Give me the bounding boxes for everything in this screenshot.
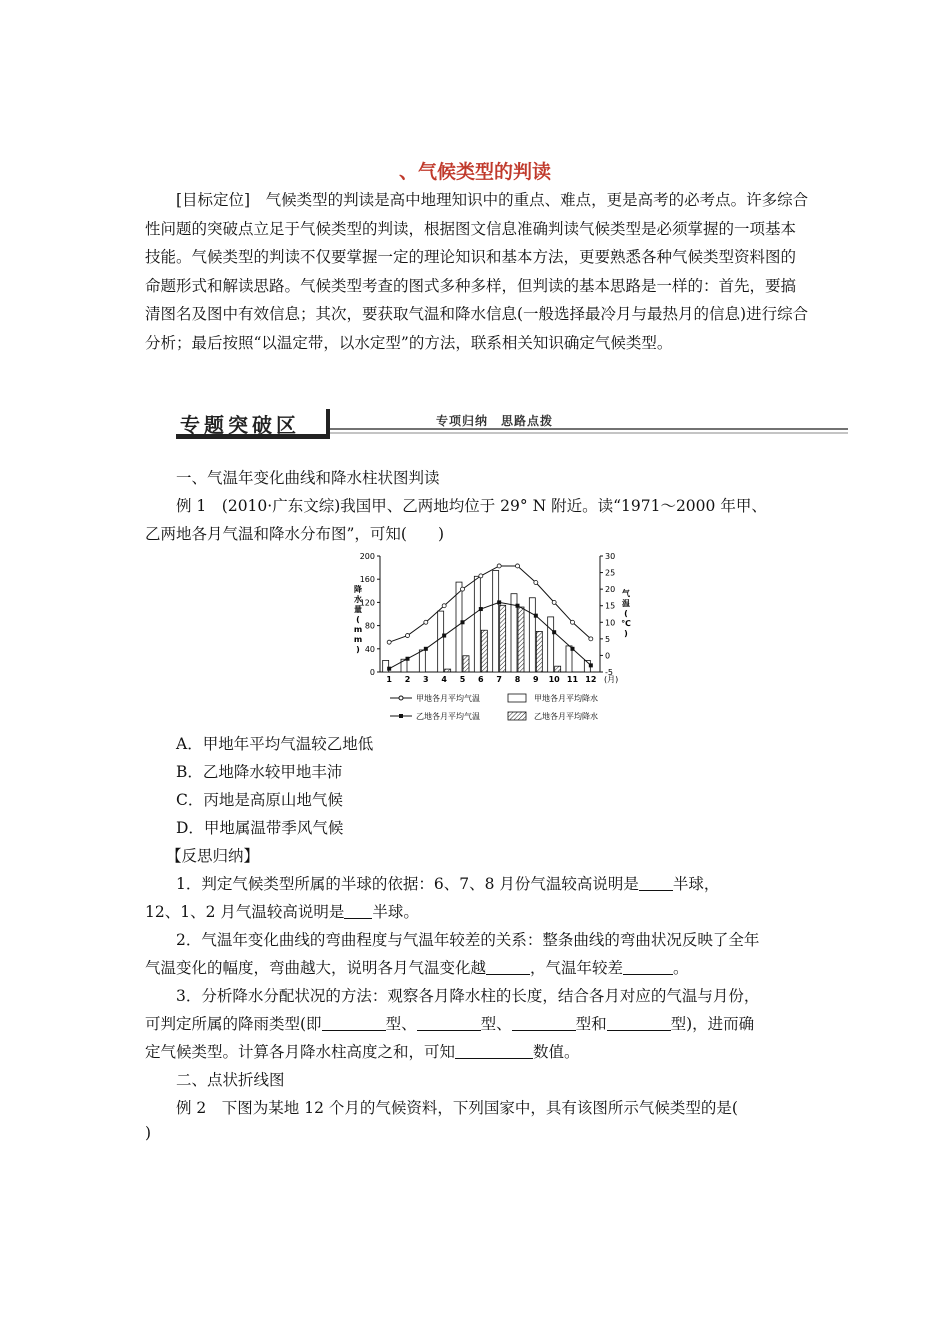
option-d: D．甲地属温带季风气候 [176,819,344,837]
yi-temp-point [571,647,575,651]
answer-blank[interactable] [417,1015,481,1031]
option-a: A．甲地年平均气温较乙地低 [176,735,374,753]
answer-blank[interactable] [607,1015,671,1031]
answer-blank[interactable] [512,1015,576,1031]
intro-paragraph [145,186,810,357]
jia-temp-point [424,620,428,624]
left-axis-label-char: ) [356,645,360,654]
x-tick-label: 2 [404,675,411,684]
yi-temp-point [461,620,465,624]
option-c: C．丙地是高原山地气候 [176,791,343,809]
x-tick-label: 3 [423,675,429,684]
answer-blank[interactable] [344,903,372,919]
jia-temp-line [389,566,591,642]
bar-yi-precip [518,607,524,672]
yi-temp-point [406,657,410,661]
x-tick-label: 11 [566,675,579,684]
right-axis-label-char: ( [624,609,628,618]
answer-blank[interactable] [639,875,673,891]
right-tick-label: -5 [605,668,613,677]
reflection-p2-line2: 气温变化的幅度，弯曲越大，说明各月气温变化越 ，气温年较差 。 [145,959,689,977]
example1-line2: 乙两地各月气温和降水分布图”，可知( ) [145,525,445,543]
legend-label: 甲地各月平均气温 [416,694,480,703]
right-axis-label-char: 气 [622,589,630,598]
reflection-p1-line2: 12、1、2 月气温较高说明是 半球。 [145,903,419,921]
right-tick-label: 25 [605,568,616,578]
x-unit-label: (月) [604,675,619,684]
intro-text: 气候类型的判读是高中地理知识中的重点、难点，更是高考的必考点。许多综合性问题的突破点立足于气候类型的判读，根据图文信息准确判读气候类型是必须掌握的一项基本技能。气候类型的判读不仅要掌握一定的理论知识和基本方法，更要熟悉各种气候类型资料图的命题形式和解读思路。气候类型考查的图式多种多样，但判读的基本思路是一样的：首先，要搞清图名及图中有效信息；其次，要获取气温和降水信息(一般选择最冷月与最热月的信息)进行综合分析；最后按照“以温定带，以水定型”的方法，联系相关知识确定气候类型。 [145,191,809,352]
right-tick-label: 20 [605,585,616,595]
right-axis-label-char: 温 [622,599,630,608]
yi-temp-point [479,607,483,611]
yi-temp-point [497,600,501,604]
bar-jia-precip [419,650,425,672]
right-tick-label: 0 [605,651,611,661]
legend-label: 甲地各月平均降水 [534,694,598,703]
yi-temp-point [589,663,593,667]
reflection-p3-line2: 可判定所属的降雨类型(即 型、 型、 型和 型)，进而确 [145,1015,755,1033]
right-axis-label-char: ) [624,629,628,638]
jia-temp-point [497,564,501,568]
answer-blank[interactable] [486,959,530,975]
section-heading-1: 一、气温年变化曲线和降水柱状图判读 [176,469,440,487]
legend-label: 乙地各月平均气温 [416,712,480,721]
left-axis-label-char: m [353,625,363,634]
yi-temp-point [442,634,446,638]
legend-marker [399,696,403,700]
yi-temp-point [534,614,538,618]
yi-temp-point [424,647,428,651]
jia-temp-point [534,581,538,585]
yi-temp-point [552,630,556,634]
reflection-p3-line1: 3．分析降水分配状况的方法：观察各月降水柱的长度，结合各月对应的气温与月份， [176,987,760,1005]
option-b: B．乙地降水较甲地丰沛 [176,763,343,781]
example2-line1: 例 2 下图为某地 12 个月的气候资料，下列国家中，具有该图所示气候类型的是( [176,1099,738,1117]
bar-jia-precip [474,576,480,672]
left-tick-label: 160 [359,575,375,585]
bar-yi-precip [555,666,561,672]
left-tick-label: 0 [369,668,375,677]
banner-title: 专题突破区 [180,413,300,437]
reflection-p2-line1: 2．气温年变化曲线的弯曲程度与气温年较差的关系：整条曲线的弯曲状况反映了全年 [176,931,760,949]
bar-yi-precip [445,669,451,672]
jia-temp-point [516,564,520,568]
right-tick-label: 10 [605,618,616,628]
example1-line1: 例 1 (2010·广东文综)我国甲、乙两地均位于 29° N 附近。读“1971～2000 年甲、 [176,497,767,515]
bar-yi-precip [481,630,487,672]
legend-marker [399,714,403,718]
bar-yi-precip [463,656,469,672]
section-heading-2: 二、点状折线图 [176,1071,285,1089]
right-axis-label-char: ℃ [621,619,631,628]
legend-label: 乙地各月平均降水 [534,712,598,721]
answer-blank[interactable] [322,1015,386,1031]
left-tick-label: 80 [364,621,375,631]
bar-jia-precip [548,617,554,672]
x-tick-label: 4 [441,675,447,684]
yi-temp-point [516,604,520,608]
left-tick-label: 40 [364,644,375,654]
jia-temp-point [479,574,483,578]
yi-temp-point [387,667,391,671]
x-tick-label: 1 [386,675,392,684]
jia-temp-point [552,600,556,604]
left-tick-label: 200 [359,552,375,561]
banner-subtitle: 专项归纳 思路点拨 [436,414,554,428]
x-tick-label: 12 [585,675,597,684]
bar-yi-precip [500,605,506,672]
section-banner [176,407,848,441]
right-tick-label: 5 [605,634,611,644]
x-tick-label: 10 [548,675,560,684]
right-tick-label: 15 [605,601,616,611]
left-axis-label-char: ( [356,615,360,624]
left-tick-label: 120 [359,598,375,608]
answer-blank[interactable] [623,959,673,975]
x-tick-label: 9 [533,675,539,684]
reflection-heading: 【反思归纳】 [166,847,260,865]
intro-label: [目标定位] [176,191,251,209]
example2-line2: ) [145,1124,152,1142]
left-axis-label-char: m [353,635,363,644]
jia-temp-point [442,604,446,608]
jia-temp-point [571,620,575,624]
legend-swatch [508,694,526,702]
jia-temp-point [406,634,410,638]
right-tick-label: 30 [605,552,616,561]
jia-temp-point [461,587,465,591]
left-axis-label-char: 降 [354,585,362,594]
bar-jia-precip [529,598,535,672]
left-axis-label-char: 水 [354,595,362,604]
x-tick-label: 6 [478,675,484,684]
bar-jia-precip [493,571,499,673]
reflection-p1-line1: 1．判定气候类型所属的半球的依据：6、7、8 月份气温较高说明是 半球， [176,875,720,893]
x-tick-label: 7 [496,675,502,684]
legend-swatch [508,712,526,720]
page-title: 、气候类型的判读 [398,161,551,183]
climate-chart [346,548,636,728]
jia-temp-point [589,637,593,641]
reflection-p3-line3: 定气候类型。计算各月降水柱高度之和，可知 数值。 [145,1043,580,1061]
answer-blank[interactable] [455,1043,533,1059]
jia-temp-point [387,640,391,644]
bar-yi-precip [536,631,542,672]
bar-jia-precip [456,582,462,672]
x-tick-label: 5 [459,675,466,684]
x-tick-label: 8 [514,675,521,684]
left-axis-label-char: 量 [354,605,362,614]
bar-jia-precip [438,611,444,672]
